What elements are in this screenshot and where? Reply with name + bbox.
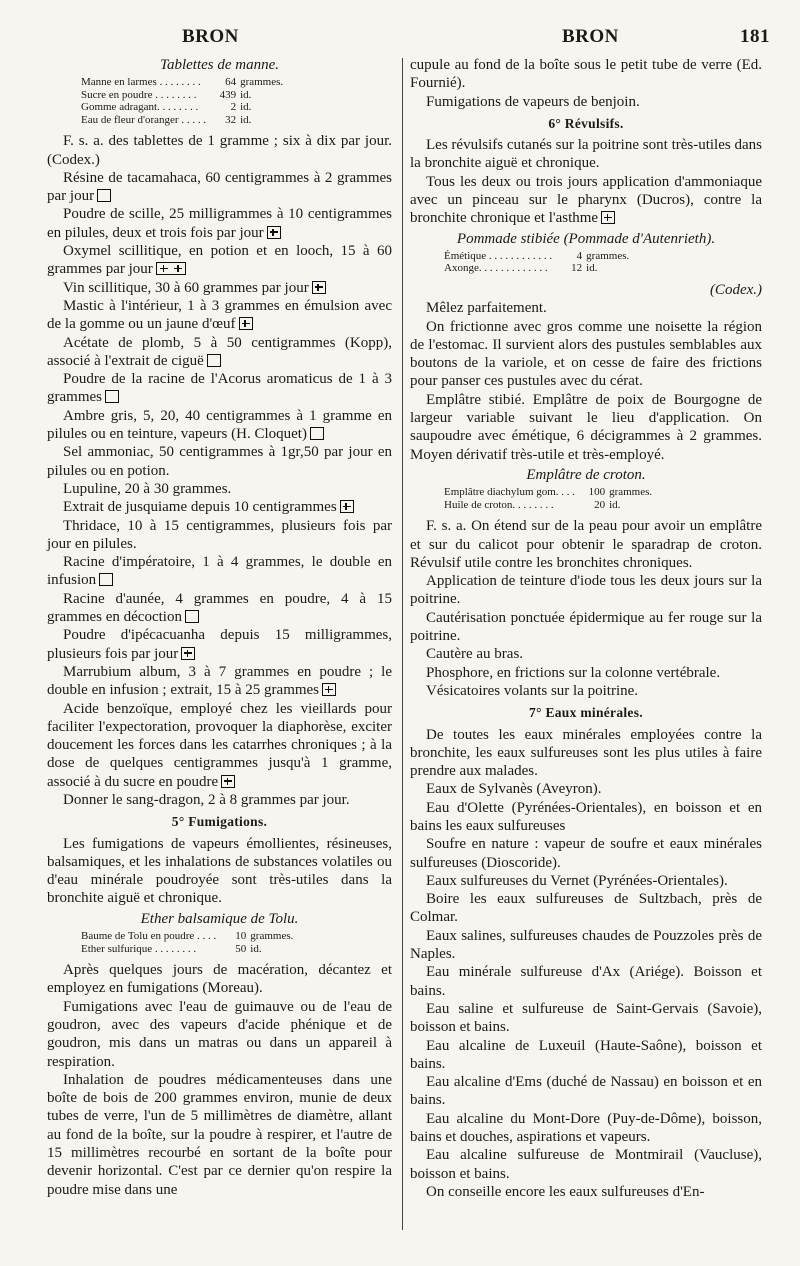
running-head-left: BRON: [182, 26, 239, 47]
paragraph: [410, 927, 762, 964]
recipe-title: [410, 466, 762, 484]
ingredient-name: Ether sulfurique . . . . . . . .: [81, 942, 197, 955]
right-column: [410, 56, 762, 1201]
ingredient-quantity: 100: [588, 486, 606, 499]
section-heading: [410, 704, 762, 722]
paragraph-text: Poudre de scille, 25 milligrammes à 10 centigrammes en pilules, deux et trois fois par jour: [47, 206, 392, 241]
section-heading-text: 6° Révulsifs.: [548, 115, 624, 131]
recipe-title-text: Pommade stibiée (Pommade d'Autenrieth).: [456, 230, 716, 247]
paragraph: [47, 663, 392, 700]
ingredient-unit: id.: [609, 498, 621, 511]
paragraph: [410, 664, 762, 682]
paragraph-text: Application de teinture d'iode tous les deux jours sur la poitrine.: [410, 573, 762, 608]
paragraph-text: Acide benzoïque, employé chez les vieillards pour faciliter l'expectoration, provoquer la diaphorèse, exciter doucement les forces dans les catarrhes chroniques ; à la dose de quelques centigrammes jusqu'à 1 gramme, associé à du sucre en poudre: [47, 700, 392, 790]
paragraph-text: Racine d'aunée, 4 grammes en poudre, 4 à 15 grammes en décoction: [47, 590, 392, 626]
paragraph: [410, 963, 762, 1000]
paragraph-text: Eaux salines, sulfureuses chaudes de Pouzzoles près de Naples.: [410, 927, 762, 963]
ingredient-quantity: 20: [594, 498, 606, 511]
paragraph: [410, 1073, 762, 1110]
column-divider: [402, 58, 403, 1230]
page-number: 181: [740, 26, 770, 47]
ingredient-quantity: 12: [571, 262, 583, 275]
paragraph: [410, 572, 762, 609]
recipe-title-text: Tablettes de manne.: [159, 57, 280, 73]
section-heading: [47, 813, 392, 831]
paragraph: [47, 498, 392, 516]
paragraph: [410, 609, 762, 646]
paragraph: [47, 407, 392, 444]
paragraph-text: Vésicatoires volants sur la poitrine.: [426, 682, 639, 699]
ingredient-name: Sucre en poudre . . . . . . . .: [81, 88, 197, 101]
recipe-row: [444, 250, 629, 263]
paragraph-text: Inhalation de poudres médicamenteuses dans une boîte de bois de 200 grammes environ, munie de deux tubes de verre, l'un de 5 millimètres de diamètre, allant au fond de la boîte, sur la poudre à respirer, et l'autre de 15 millimètres recourbé en sortant de la boîte pour devenir horizontal. C'est par ce dernier qu'on respire la poudre mise dans une: [47, 1071, 392, 1198]
recipe-title: [47, 56, 392, 74]
ingredient-unit: id.: [250, 942, 262, 955]
paragraph-text: Cautère au bras.: [426, 646, 524, 663]
cross-box-icon: [601, 211, 615, 224]
paragraph: [47, 169, 392, 206]
cross-box-icon: [312, 281, 326, 294]
recipe-row: [81, 930, 293, 943]
paragraph: [410, 517, 762, 572]
recipe-title: [410, 230, 762, 248]
ingredient-unit: id.: [240, 113, 252, 126]
paragraph: [410, 1110, 762, 1147]
paragraph-text: Eau alcaline d'Ems (duché de Nassau) en boisson et en bains.: [410, 1074, 762, 1109]
paragraph-text: Eau alcaline sulfureuse de Montmirail (Vaucluse), boisson et bains.: [410, 1147, 762, 1182]
cross-box-icon: [239, 317, 253, 330]
cross-box-icon: [322, 683, 336, 696]
empty-box-icon: [99, 573, 113, 586]
continued-paragraph: [410, 56, 762, 93]
ingredient-unit: grammes.: [240, 76, 284, 89]
recipe-row: [81, 114, 283, 127]
ingredient-name: Axonge. . . . . . . . . . . . .: [444, 262, 548, 275]
paragraph-text: Eau saline et sulfureuse de Saint-Gervais (Savoie), boisson et bains.: [410, 1000, 762, 1036]
ingredient-unit: id.: [586, 262, 598, 275]
paragraph: [47, 297, 392, 334]
paragraph: [410, 1183, 762, 1201]
paragraph: [47, 480, 392, 498]
recipe-title-text: Ether balsamique de Tolu.: [140, 910, 299, 927]
ingredient-name: Huile de croton. . . . . . . .: [444, 498, 554, 511]
recipe-row: [444, 262, 629, 275]
paragraph-text: F. s. a. des tablettes de 1 gramme ; six à dix par jour. (Codex.): [47, 133, 392, 168]
paragraph: [47, 370, 392, 407]
recipe-table: [444, 486, 652, 511]
paragraph: [410, 318, 762, 391]
recipe-table: [444, 250, 629, 275]
paragraph-text: Eau alcaline du Mont-Dore (Puy-de-Dôme), boisson, bains et douches, aspirations et vapeurs.: [410, 1110, 762, 1146]
recipe-row: [81, 89, 283, 102]
paragraph: [47, 553, 392, 590]
paragraph-text: Donner le sang-dragon, 2 à 8 grammes par jour.: [63, 791, 350, 808]
paragraph-text: Extrait de jusquiame depuis 10 centigrammes: [63, 499, 337, 516]
paragraph-text: Résine de tacamahaca, 60 centigrammes à 2 grammes par jour: [47, 169, 392, 205]
paragraph: [47, 961, 392, 998]
ingredient-quantity: 50: [235, 942, 247, 955]
recipe-row: [81, 76, 283, 89]
paragraph-text: Phosphore, en frictions sur la colonne vertébrale.: [426, 664, 721, 681]
paragraph: [410, 1000, 762, 1037]
paragraph-text: Oxymel scillitique, en potion et en looch, 15 à 60 grammes par jour: [47, 243, 392, 278]
ingredient-quantity: 2: [230, 101, 237, 114]
recipe-title: [47, 910, 392, 928]
ingredient-unit: grammes.: [250, 930, 294, 943]
paragraph: [410, 136, 762, 173]
paragraph-text: Poudre de la racine de l'Acorus aromaticus de 1 à 3 grammes: [47, 371, 392, 406]
empty-box-icon: [105, 390, 119, 403]
cross-box-icon: [267, 226, 281, 239]
ingredient-quantity: 64: [225, 76, 237, 89]
paragraph-text: Racine d'impératoire, 1 à 4 grammes, le double en infusion: [47, 554, 392, 589]
empty-box-icon: [310, 427, 324, 440]
empty-box-icon: [185, 610, 199, 623]
running-head-right: BRON: [562, 26, 619, 47]
recipe-title-text: Emplâtre de croton.: [526, 466, 646, 483]
paragraph-text: Boire les eaux sulfureuses de Sultzbach, près de Colmar.: [410, 891, 762, 926]
paragraph: [47, 132, 392, 169]
recipe-row: [444, 499, 652, 512]
ingredient-quantity: 10: [235, 930, 247, 943]
ingredient-unit: id.: [240, 101, 252, 114]
paragraph: [47, 791, 392, 809]
left-column: [47, 56, 392, 1199]
paragraph: [47, 205, 392, 242]
paragraph-text: Eau d'Olette (Pyrénées-Orientales), en boisson et en bains les eaux sulfureuses: [410, 799, 762, 834]
paragraph-text: Emplâtre stibié. Emplâtre de poix de Bourgogne de largeur variable suivant le lieu d'application. On saupoudre avec émétique, 6 décigrammes à 2 grammes. Moyen dérivatif très-utile et très-employé.: [410, 391, 762, 463]
paragraph: [47, 1071, 392, 1199]
paragraph-text: On frictionne avec gros comme une noisette la région de l'estomac. Il survient alors des pustules semblables aux boutons de la variole, et on cesse de faire des frictions pour panser ces pustules avec du cérat.: [410, 318, 762, 390]
paragraph: [410, 780, 762, 798]
double-cross-box-icon: [156, 262, 186, 275]
paragraph-text: Fumigations avec l'eau de guimauve ou de l'eau de goudron, avec des vapeurs d'acide phénique et de goudron, mis dans un matras ou dans un appareil à respiration.: [47, 998, 392, 1070]
recipe-row: [81, 101, 283, 114]
ingredient-name: Emplâtre diachylum gom. . . .: [444, 486, 576, 499]
paragraph: [410, 726, 762, 781]
paragraph-text: Cautérisation ponctuée épidermique au fer rouge sur la poitrine.: [410, 609, 762, 645]
paragraph-text: Ambre gris, 5, 20, 40 centigrammes à 1 gramme en pilules ou en teinture, vapeurs (H. Cloquet): [47, 407, 392, 443]
paragraph-text: Thridace, 10 à 15 centigrammes, plusieurs fois par jour en pilules.: [47, 517, 392, 552]
paragraph-text: Après quelques jours de macération, décantez et employez en fumigations (Moreau).: [47, 962, 392, 997]
paragraph-text: Eaux sulfureuses du Vernet (Pyrénées-Orientales).: [426, 872, 728, 889]
empty-box-icon: [97, 189, 111, 202]
paragraph-text: Sel ammoniac, 50 centigrammes à 1gr,50 par jour en pilules ou en potion.: [47, 444, 392, 479]
paragraph-text: Vin scillitique, 30 à 60 grammes par jour: [63, 279, 309, 296]
paragraph: [410, 799, 762, 836]
section-heading-text: 7° Eaux minérales.: [529, 705, 643, 721]
paragraph-text: Lupuline, 20 à 30 grammes.: [63, 480, 232, 497]
paragraph: [47, 626, 392, 663]
cross-box-icon: [340, 500, 354, 513]
paragraph-text: Marrubium album, 3 à 7 grammes en poudre ; le double en infusion ; extrait, 15 à 25 grammes: [47, 663, 392, 699]
empty-box-icon: [207, 354, 221, 367]
ingredient-name: Émétique . . . . . . . . . . . .: [444, 249, 553, 262]
section-heading-text: 5° Fumigations.: [171, 814, 268, 830]
paragraph-text: Acétate de plomb, 5 à 50 centigrammes (Kopp), associé à l'extrait de ciguë: [47, 334, 392, 369]
ingredient-name: Eau de fleur d'oranger . . . . .: [81, 113, 207, 126]
ingredient-name: Manne en larmes . . . . . . . .: [81, 76, 201, 89]
citation-text: (Codex.): [709, 281, 762, 298]
cross-box-icon: [221, 775, 235, 788]
paragraph: [410, 299, 762, 317]
ingredient-unit: grammes.: [586, 249, 630, 262]
recipe-row: [444, 486, 652, 499]
paragraph: [410, 391, 762, 464]
paragraph: [47, 517, 392, 554]
ingredient-quantity: 32: [225, 113, 237, 126]
paragraph: [47, 279, 392, 297]
paragraph: [47, 700, 392, 791]
paragraph-text: On conseille encore les eaux sulfureuses d'En-: [426, 1183, 705, 1200]
paragraph-text: Eau minérale sulfureuse d'Ax (Ariége). Boisson et bains.: [410, 964, 762, 999]
recipe-table: [81, 76, 283, 126]
paragraph-text: cupule au fond de la boîte sous le petit tube de verre (Ed. Fournié).: [410, 57, 762, 92]
paragraph: [47, 443, 392, 480]
paragraph: [410, 890, 762, 927]
paragraph-text: Soufre en nature : vapeur de soufre et eaux minérales sulfureuses (Dioscoride).: [410, 836, 762, 871]
paragraph-text: Fumigations de vapeurs de benjoin.: [426, 93, 640, 110]
ingredient-unit: grammes.: [609, 486, 653, 499]
paragraph: [410, 835, 762, 872]
paragraph: [47, 835, 392, 908]
source-citation: [410, 281, 762, 299]
paragraph: [47, 334, 392, 371]
paragraph-text: Eaux de Sylvanès (Aveyron).: [426, 781, 602, 798]
ingredient-name: Gomme adragant. . . . . . . .: [81, 101, 199, 114]
recipe-row: [81, 943, 293, 956]
paragraph-text: Les révulsifs cutanés sur la poitrine sont très-utiles dans la bronchite aiguë et chronique.: [410, 137, 762, 172]
ingredient-quantity: 4: [576, 249, 583, 262]
ingredient-name: Baume de Tolu en poudre . . . .: [81, 930, 217, 943]
paragraph: [410, 173, 762, 228]
paragraph: [410, 682, 762, 700]
paragraph: [410, 645, 762, 663]
ingredient-quantity: 439: [219, 88, 237, 101]
recipe-table: [81, 930, 293, 955]
paragraph: [47, 590, 392, 627]
section-heading: [410, 115, 762, 133]
paragraph-text: F. s. a. On étend sur de la peau pour avoir un emplâtre et sur du calicot pour obtenir le sparadrap de croton. Révulsif utile contre les bronchites chroniques.: [410, 518, 762, 571]
ingredient-unit: id.: [240, 88, 252, 101]
paragraph-text: De toutes les eaux minérales employées contre la bronchite, les eaux sulfureuses sont les plus utiles à faire prendre aux malades.: [410, 726, 762, 780]
paragraph: [410, 93, 762, 111]
paragraph: [47, 998, 392, 1071]
paragraph-text: Mêlez parfaitement.: [426, 300, 547, 317]
paragraph-text: Les fumigations de vapeurs émollientes, résineuses, balsamiques, et les inhalations de substances volatiles ou d'eau minérale poudroyée sont très-utiles dans la bronchite aiguë et chronique.: [47, 835, 392, 907]
paragraph: [410, 1146, 762, 1183]
paragraph-text: Eau alcaline de Luxeuil (Haute-Saône), boisson et bains.: [410, 1037, 762, 1072]
cross-box-icon: [181, 647, 195, 660]
paragraph-text: Poudre d'ipécacuanha depuis 15 milligrammes, plusieurs fois par jour: [47, 627, 392, 662]
paragraph: [47, 242, 392, 279]
paragraph: [410, 1037, 762, 1074]
paragraph-text: Mastic à l'intérieur, 1 à 3 grammes en émulsion avec de la gomme ou un jaune d'œuf: [47, 297, 392, 333]
paragraph: [410, 872, 762, 890]
paragraph-text: Tous les deux ou trois jours application d'ammoniaque avec un pinceau sur le pharynx (Ducros), contre la bronchite chronique et l'asthme: [410, 173, 762, 227]
